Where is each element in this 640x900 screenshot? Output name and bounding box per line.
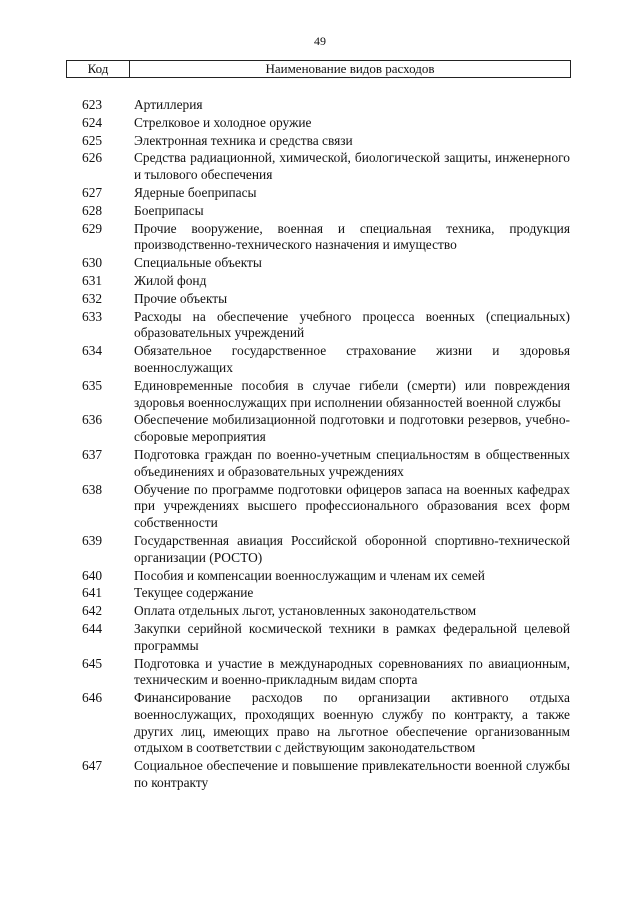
table-row: [80, 185, 570, 202]
table-row: [80, 758, 570, 792]
expense-code: 635: [82, 377, 103, 393]
expense-name: Прочие объекты: [134, 290, 228, 306]
table-row: [80, 447, 570, 481]
expense-name: Обязательное государственное страхование жизни и здоровья военнослужащих: [134, 343, 570, 375]
expense-code: 632: [82, 290, 103, 306]
expense-name: Подготовка и участие в международных соревнованиях по авиационным, техническим и военно-прикладным видам спорта: [134, 655, 570, 688]
expense-code: 636: [82, 412, 103, 428]
table-row: [80, 255, 570, 272]
expense-code: 641: [82, 585, 103, 601]
column-header-code: Код: [67, 61, 130, 77]
expense-name: Электронная техника и средства связи: [134, 132, 353, 148]
expense-name: Ядерные боеприпасы: [134, 184, 257, 200]
expense-name: Текущее содержание: [134, 585, 254, 601]
table-row: [80, 309, 570, 343]
expense-name: Государственная авиация Российской оборонной спортивно-технической организации (РОСТО): [134, 532, 570, 565]
expense-name: Социальное обеспечение и повышение привлекательности военной службы по контракту: [134, 758, 570, 791]
expense-code: 629: [82, 220, 103, 236]
expense-code: 640: [82, 567, 103, 583]
expense-name: Боеприпасы: [134, 202, 204, 218]
table-row: [80, 221, 570, 255]
table-header: [66, 60, 571, 78]
table-row: [80, 585, 570, 602]
expense-code: 637: [82, 446, 103, 462]
expense-list: [80, 97, 570, 793]
expense-name: Единовременные пособия в случае гибели (смерти) или повреждения здоровья военнослужащих при исполнении обязанностей военной службы: [134, 377, 570, 410]
table-row: [80, 343, 570, 377]
table-row: [80, 115, 570, 132]
table-row: [80, 568, 570, 585]
expense-code: 626: [82, 150, 103, 166]
table-row: [80, 97, 570, 114]
expense-name: Расходы на обеспечение учебного процесса военных (специальных) образовательных учреждений: [134, 308, 570, 341]
expense-name: Оплата отдельных льгот, установленных законодательством: [134, 603, 477, 619]
expense-name: Финансирование расходов по организации активного отдыха военнослужащих, проходящих военную службу по контракту, а также других лиц, имеющих право на льготное обеспечение организованным отдыхом в соответствии с действующим законодательством: [134, 690, 570, 756]
table-row: [80, 656, 570, 690]
expense-code: 644: [82, 620, 103, 636]
expense-code: 638: [82, 481, 103, 497]
table-row: [80, 291, 570, 308]
expense-code: 645: [82, 655, 103, 671]
expense-name: Специальные объекты: [134, 255, 262, 271]
column-header-name: Наименование видов расходов: [265, 61, 435, 76]
expense-name: Средства радиационной, химической, биологической защиты, инженерного и тылового обеспечения: [134, 150, 570, 183]
expense-code: 639: [82, 532, 103, 548]
expense-name: Закупки серийной космической техники в рамках федеральной целевой программы: [134, 620, 570, 653]
table-row: [80, 203, 570, 220]
expense-code: 633: [82, 308, 103, 324]
table-row: [80, 482, 570, 532]
expense-code: 647: [82, 758, 103, 774]
table-row: [80, 150, 570, 184]
table-row: [80, 133, 570, 150]
expense-code: 628: [82, 202, 103, 218]
expense-name: Подготовка граждан по военно-учетным специальностям в общественных объединениях и образовательных учреждениях: [134, 446, 570, 479]
expense-code: 642: [82, 603, 103, 619]
expense-name: Пособия и компенсации военнослужащим и членам их семей: [134, 567, 485, 583]
expense-code: 627: [82, 184, 103, 200]
page-number: 49: [314, 34, 326, 48]
expense-code: 630: [82, 255, 103, 271]
expense-code: 624: [82, 114, 103, 130]
table-row: [80, 621, 570, 655]
table-row: [80, 412, 570, 446]
expense-name: Жилой фонд: [134, 272, 207, 288]
expense-name: Артиллерия: [134, 97, 203, 112]
table-row: [80, 690, 570, 757]
table-row: [80, 533, 570, 567]
expense-name: Стрелковое и холодное оружие: [134, 114, 312, 130]
expense-code: 623: [82, 97, 103, 112]
expense-code: 634: [82, 343, 103, 359]
expense-code: 631: [82, 272, 103, 288]
expense-name: Обеспечение мобилизационной подготовки и подготовки резервов, учебно-сборовые мероприятия: [134, 412, 570, 445]
expense-code: 646: [82, 690, 103, 706]
expense-name: Обучение по программе подготовки офицеров запаса на военных кафедрах при учреждениях высшего профессионального образования всех форм собственности: [134, 481, 570, 531]
table-row: [80, 603, 570, 620]
expense-code: 625: [82, 132, 103, 148]
table-row: [80, 378, 570, 412]
table-row: [80, 273, 570, 290]
expense-name: Прочие вооружение, военная и специальная техника, продукция производственно-технического назначения и имущество: [134, 220, 570, 253]
